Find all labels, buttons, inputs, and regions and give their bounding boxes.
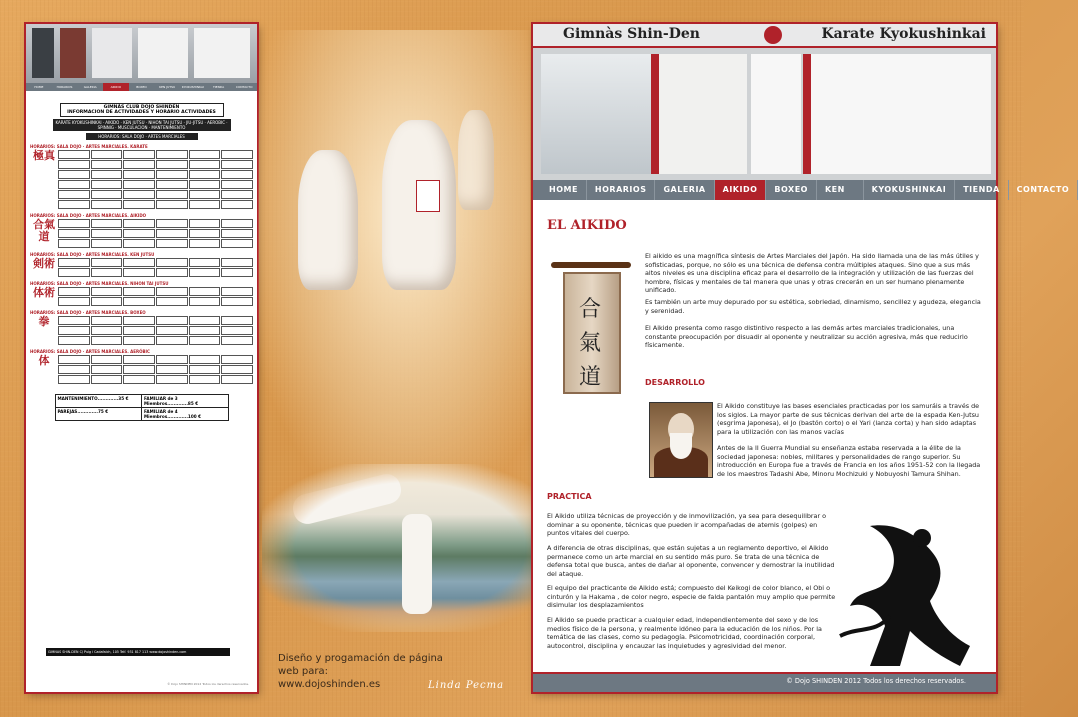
schedule-section-label: HORARIOS: SALA DOJO · ARTES MARCIALES. KARATE — [30, 144, 148, 149]
intro-paragraph: Es también un arte muy depurado por su estética, sobriedad, dinamismo, sencillez y agudeza, elegancia y serenidad. — [645, 298, 981, 315]
torii-poster — [751, 54, 801, 174]
nav-item-aikido[interactable]: AIKIDO — [715, 180, 767, 200]
table-cell — [221, 326, 253, 335]
price-cell: PAREJAS.............75 € — [56, 408, 142, 420]
table-cell — [221, 316, 253, 325]
credit-line: Diseño y progamación de página — [278, 653, 443, 664]
schedule-section-label: HORARIOS: SALA DOJO · ARTES MARCIALES. KEN JUTSU — [30, 252, 155, 257]
table-cell — [189, 297, 221, 306]
table-cell — [58, 258, 90, 267]
table-cell — [189, 190, 221, 199]
table-cell — [91, 258, 123, 267]
section-heading-desarrollo: DESARROLLO — [645, 378, 705, 387]
left-nav-item-horarios[interactable]: HORARIOS — [56, 85, 73, 89]
schedule-table — [58, 316, 253, 345]
table-cell — [189, 326, 221, 335]
table-cell — [91, 219, 123, 228]
schedule-table — [58, 258, 253, 277]
table-cell — [123, 336, 155, 345]
table-cell — [91, 297, 123, 306]
table-cell — [123, 365, 155, 374]
section-kanji: 体 — [38, 354, 50, 367]
table-cell — [58, 287, 90, 296]
table-cell — [156, 160, 188, 169]
left-nav-item-galeria[interactable]: GALERIA — [83, 85, 97, 89]
table-cell — [58, 190, 90, 199]
table-cell — [58, 355, 90, 364]
left-nav-item-aikido[interactable]: AIKIDO — [103, 83, 129, 91]
table-cell — [221, 297, 253, 306]
practica-paragraph: El Aikido utiliza técnicas de proyección y de inmovilización, ya sea para desequilibrar o dominar a su oponente, técnicas que pueden ir acompañadas de atemis (golpes) en puntos vitales del cuerpo. — [547, 512, 827, 538]
table-cell — [123, 297, 155, 306]
table-cell — [91, 326, 123, 335]
door — [32, 28, 54, 78]
table-cell — [58, 365, 90, 374]
practica-paragraph: El Aikido se puede practicar a cualquier edad, independientemente del sexo y de los medios físico de la persona, y realmente idóneo para la educación de los niños. Por la temática de las clases, como su pedagogía. Psicomotricidad, coordinación corporal, autocontrol, disciplina y encauzar las inquietudes y agresividad del menor. — [547, 616, 822, 650]
price-table — [55, 394, 229, 421]
main-nav-bar — [533, 180, 1070, 214]
table-cell — [189, 316, 221, 325]
table-cell — [91, 268, 123, 277]
table-cell — [91, 375, 123, 384]
schedule-section-label: HORARIOS: SALA DOJO · ARTES MARCIALES. AERÓBIC — [30, 349, 150, 354]
table-cell — [156, 287, 188, 296]
kyokushin-emblem-icon — [764, 26, 782, 44]
karate-sparring-photo — [258, 30, 530, 490]
table-cell — [156, 365, 188, 374]
left-storefront-photo — [26, 24, 257, 83]
table-cell — [123, 190, 155, 199]
table-cell — [189, 229, 221, 238]
left-nav-item-boxeo[interactable]: BOXEO — [136, 85, 147, 89]
window-aikido — [138, 28, 188, 78]
nav-item-contacto[interactable]: CONTACTO — [1009, 180, 1078, 200]
schedule-title — [60, 103, 224, 117]
table-cell — [189, 160, 221, 169]
table-cell — [189, 375, 221, 384]
table-cell — [221, 160, 253, 169]
table-cell — [221, 258, 253, 267]
left-nav-bar — [26, 83, 257, 91]
section-kanji: 体術 — [33, 286, 55, 299]
nav-item-boxeo[interactable]: BOXEO — [766, 180, 817, 200]
table-cell — [91, 180, 123, 189]
bib-number — [416, 180, 440, 212]
storefront-photo — [533, 48, 996, 180]
table-cell — [221, 200, 253, 209]
schedule-section — [30, 355, 253, 384]
schedule-section-label: HORARIOS: SALA DOJO · ARTES MARCIALES. BOXEO — [30, 310, 146, 315]
table-cell — [123, 316, 155, 325]
table-cell — [91, 287, 123, 296]
table-cell — [123, 268, 155, 277]
table-cell — [91, 239, 123, 248]
section-kanji: 合氣道 — [33, 218, 55, 243]
schedule-title-line: GIMNÀS CLUB DOJO SHINDEN — [103, 105, 180, 110]
practica-paragraph: A diferencia de otras disciplinas, que están sujetas a un reglamento deportivo, el Aikido permanece como un arte marcial en su sentido más puro. Se trata de una técnica de defensa total que busca, antes de dañar al oponente, convencer y demostrar la inutilidad del ataque. — [547, 544, 835, 578]
intro-paragraph: El Aikido presenta como rasgo distintivo respecto a las demás artes marciales tradicionales, una constante preocupación por disuadir al oponente y neutralizar su acción agresiva, más que reducirlo físicamente. — [645, 324, 968, 350]
credit-url[interactable]: www.dojoshinden.es — [278, 679, 381, 690]
table-cell — [58, 229, 90, 238]
left-nav-item-ken-jutsu[interactable]: KEN JUTSU — [159, 85, 176, 89]
table-cell — [91, 200, 123, 209]
aikido-scroll-illustration — [555, 256, 627, 390]
table-cell — [156, 355, 188, 364]
schedule-section — [30, 219, 253, 248]
table-cell — [156, 239, 188, 248]
table-cell — [123, 355, 155, 364]
table-cell — [58, 219, 90, 228]
table-cell — [221, 239, 253, 248]
karate-style-name: Karate Kyokushinkai — [821, 26, 986, 42]
window-karate — [194, 28, 250, 78]
table-cell — [189, 219, 221, 228]
table-cell — [123, 150, 155, 159]
table-cell — [91, 316, 123, 325]
table-cell — [221, 268, 253, 277]
table-cell — [58, 268, 90, 277]
table-cell — [58, 297, 90, 306]
table-cell — [156, 200, 188, 209]
schedule-section — [30, 316, 253, 345]
copyright: © Dojo SHINDEN 2012 Todos los derechos reservados. — [786, 677, 966, 685]
table-cell — [123, 229, 155, 238]
table-cell — [221, 170, 253, 179]
table-cell — [123, 160, 155, 169]
table-cell — [156, 180, 188, 189]
table-cell — [156, 316, 188, 325]
table-cell — [156, 170, 188, 179]
left-nav-item-kyokushinkai[interactable]: KYOKUSHINKAI — [181, 85, 204, 89]
table-cell — [156, 219, 188, 228]
table-cell — [91, 336, 123, 345]
designer-signature: Linda Pecma — [428, 680, 505, 691]
table-cell — [189, 200, 221, 209]
web-design-credit — [278, 652, 443, 691]
schedule-table — [58, 287, 253, 306]
table-cell — [221, 355, 253, 364]
table-cell — [58, 180, 90, 189]
fighter-front — [298, 150, 358, 290]
red-pillar — [651, 54, 659, 174]
desarrollo-paragraph: Antes de la II Guerra Mundial su enseñanza estaba reservada a la élite de la sociedad japonesa: nobles, militares y personalidades de rango superior. Su introducción en Europa fue a través de Francia en los años 1951-52 con la llegada de los maestros Tadashi Abe, Minoru Mochizuki y Nobuyoshi Tamura Shihan. — [717, 444, 981, 478]
table-cell — [58, 170, 90, 179]
schedule-section — [30, 287, 253, 306]
nav-item-home[interactable]: HOME — [541, 180, 587, 200]
red-pillar — [803, 54, 811, 174]
table-cell — [123, 258, 155, 267]
ueshiba-portrait — [649, 402, 713, 478]
schedule-section-label: HORARIOS: SALA DOJO · ARTES MARCIALES. AIKIDO — [30, 213, 147, 218]
table-cell — [156, 336, 188, 345]
table-cell — [221, 287, 253, 296]
table-cell — [221, 375, 253, 384]
table-cell — [189, 258, 221, 267]
table-cell — [123, 219, 155, 228]
table-cell — [156, 326, 188, 335]
table-cell — [221, 219, 253, 228]
price-cell: MANTENIMIENTO.............35 € — [56, 395, 142, 407]
table-cell — [58, 150, 90, 159]
table-cell — [91, 170, 123, 179]
aikido-page — [533, 24, 1070, 692]
aikido-throw-ink-illustration — [830, 516, 980, 676]
table-cell — [123, 170, 155, 179]
nav-item-kyokushinkai[interactable]: KYOKUSHINKAI — [864, 180, 956, 200]
table-cell — [189, 365, 221, 374]
schedule-copyright: © Dojo SHINDEN 2012 Todos los derechos reservados. — [167, 682, 249, 686]
content-area — [533, 198, 996, 692]
table-cell — [58, 160, 90, 169]
left-nav-item-home[interactable]: HOME — [34, 85, 44, 89]
price-cell: FAMILIAR de 3 Miembros.............85 € — [142, 395, 228, 407]
table-cell — [189, 287, 221, 296]
table-cell — [189, 150, 221, 159]
karate-window — [901, 54, 991, 174]
schedule-sections — [26, 144, 257, 384]
storefront-sign — [533, 24, 996, 48]
table-cell — [123, 180, 155, 189]
table-cell — [189, 170, 221, 179]
table-cell — [58, 316, 90, 325]
table-cell — [123, 200, 155, 209]
scroll-kanji: 合 — [578, 297, 601, 322]
desarrollo-paragraph: El Aikido constituye las bases esenciales practicadas por los samuráis a través de los siglos. La mayor parte de sus técnicas derivan del arte de la espada Ken-Jutsu (esgrima Japonesa), el Jo (bastón corto) o el Yari (lanza corta) y han sido adaptas para la utilización con las manos vacías — [717, 402, 980, 436]
scroll-rod — [551, 262, 631, 268]
schedule-table — [58, 219, 253, 248]
jumping-kicker — [290, 471, 404, 527]
section-heading-practica: PRACTICA — [547, 492, 592, 501]
table-cell — [156, 375, 188, 384]
schedule-section — [30, 150, 253, 209]
schedule-horarios-bar: HORARIOS: SALA DOJO · ARTES MARCIALES — [86, 133, 198, 140]
table-cell — [123, 239, 155, 248]
standing-practitioner — [402, 514, 432, 614]
left-nav-item-tienda[interactable]: TIENDA — [212, 85, 225, 89]
nav-item-tienda[interactable]: TIENDA — [955, 180, 1008, 200]
table-cell — [58, 375, 90, 384]
section-kanji: 剣術 — [33, 257, 55, 270]
table-cell — [123, 375, 155, 384]
nav-item-ken-jutsu[interactable]: KEN JUTSU — [817, 180, 864, 200]
table-cell — [58, 336, 90, 345]
schedule-page-thumbnail — [26, 24, 257, 692]
shop-window — [659, 54, 747, 174]
schedule-table — [58, 355, 253, 384]
intro-paragraph: El aikido es una magnífica síntesis de Artes Marciales del Japón. Ha sido llamada una de las más útiles y sofisticadas, porque, no sólo es una técnica de defensa contra múltiples ataques. Sino que a sus más altos niveles es una disciplina eficaz para el desarrollo de la integración y utilización de las fuerzas del hombre, físicas y mentales de tal manera que unas y otras crecerán en un ser humano plenamente unificado. — [645, 252, 979, 295]
table-cell — [189, 239, 221, 248]
nav-item-galeria[interactable]: GALERIA — [655, 180, 714, 200]
table-cell — [123, 287, 155, 296]
table-cell — [156, 297, 188, 306]
table-cell — [156, 190, 188, 199]
schedule-section — [30, 258, 253, 277]
table-cell — [91, 229, 123, 238]
page-footer — [533, 672, 996, 692]
table-cell — [91, 355, 123, 364]
table-cell — [189, 268, 221, 277]
table-cell — [189, 355, 221, 364]
table-cell — [123, 326, 155, 335]
table-cell — [156, 229, 188, 238]
scroll-kanji: 氣 — [578, 331, 601, 356]
schedule-subtitle-line: INFORMACION DE ACTIVIDADES Y HORARIO ACTIVIDADES — [67, 110, 216, 115]
section-kanji: 拳 — [38, 315, 50, 328]
table-cell — [221, 336, 253, 345]
table-cell — [189, 180, 221, 189]
schedule-footer: GIMNAS SHIN-DEN C/ Puig i Cadafalch, 105 Telf. 931 817 113 www.dojoshinden.com — [46, 648, 230, 656]
section-kanji: 極真 — [33, 149, 55, 162]
table-cell — [156, 268, 188, 277]
aikido-window — [811, 54, 901, 174]
table-cell — [221, 365, 253, 374]
flying-kick-mountain-photo — [262, 464, 532, 632]
table-cell — [91, 160, 123, 169]
table-cell — [156, 150, 188, 159]
practica-paragraph: El equipo del practicante de Aikido está; compuesto del Keikogi de color blanco, el Obi o cinturón y la Hakama , de color negro, especie de falda pantalón muy amplio que permite disimular los desplazamientos — [547, 584, 836, 610]
window — [92, 28, 132, 78]
table-cell — [221, 229, 253, 238]
credit-line: web para: — [278, 666, 328, 677]
table-cell — [58, 239, 90, 248]
schedule-table — [58, 150, 253, 209]
table-cell — [91, 190, 123, 199]
table-cell — [221, 190, 253, 199]
portrait-beard — [670, 433, 692, 459]
table-cell — [58, 326, 90, 335]
scroll-kanji: 道 — [578, 365, 601, 390]
table-cell — [221, 180, 253, 189]
table-cell — [58, 200, 90, 209]
nav-item-horarios[interactable]: HORARIOS — [587, 180, 656, 200]
page-title: EL AIKIDO — [547, 218, 627, 233]
schedule-section-label: HORARIOS: SALA DOJO · ARTES MARCIALES. NIHON TAI JUTSU — [30, 281, 169, 286]
table-cell — [156, 258, 188, 267]
table-cell — [189, 336, 221, 345]
gym-name: Gimnàs Shin-Den — [563, 26, 700, 42]
price-cell: FAMILIAR de 4 Miembros.............100 € — [142, 408, 228, 420]
table-cell — [91, 150, 123, 159]
table-cell — [91, 365, 123, 374]
left-nav-item-contacto[interactable]: CONTACTO — [235, 85, 253, 89]
schedule-activities-bar: KARATE KYOKUSHINKAI · AIKIDO · KEN JUTSU · NIHON TAI JUTSU · JIU-JITSU · AEROBIC · SPINNIG · MUSCULACION · MANTENIMIENTO — [53, 119, 231, 131]
window — [60, 28, 86, 78]
fighter-bg — [458, 110, 494, 210]
entrance-door — [541, 54, 651, 174]
table-cell — [221, 150, 253, 159]
